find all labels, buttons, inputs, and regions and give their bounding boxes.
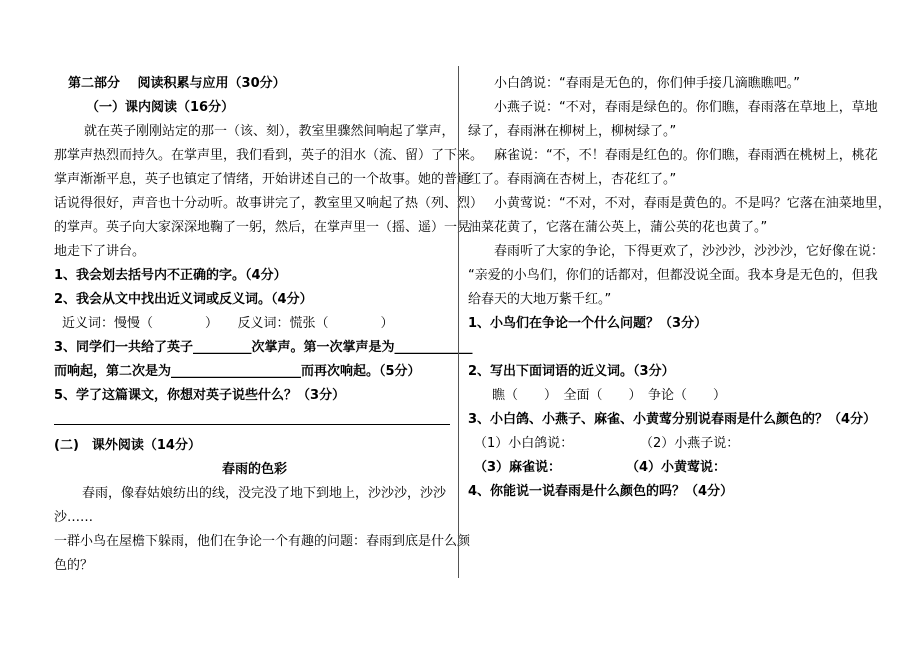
question-3-answer-2: （2）小燕子说： bbox=[640, 436, 740, 451]
story-paragraph-line: 一群小鸟在屋檐下躲雨，他们在争论一个有趣的问题：春雨到底是什么颜 bbox=[54, 534, 471, 549]
story-line: 麻雀说：“不，不！春雨是红色的。你们瞧，春雨洒在桃树上，桃花 bbox=[494, 148, 878, 163]
story-paragraph-line: 色的？ bbox=[54, 558, 94, 573]
question-2-words: 瞧（ ） 全面（ ） 争论（ ） bbox=[492, 388, 727, 403]
question-4: 4、你能说一说春雨是什么颜色的吗？（4分） bbox=[468, 484, 734, 499]
question-3-answer-4: （4）小黄莺说： bbox=[626, 460, 727, 475]
passage1-line: 话说得很好，声音也十分动听。故事讲完了，教室里又响起了热（列、烈） bbox=[54, 196, 484, 211]
story-title: 春雨的色彩 bbox=[222, 462, 288, 477]
column-divider bbox=[458, 66, 459, 578]
question-1: 1、小鸟们在争论一个什么问题？（3分） bbox=[468, 316, 708, 331]
question-3-line1: 3、同学们一共给了英子_________次掌声。第一次掌声是为____________ bbox=[54, 340, 473, 355]
story-line: 小黄莺说：“不对，不对，春雨是黄色的。不是吗？它落在油菜地里， bbox=[494, 196, 891, 211]
question-3-line2: 而响起，第二次是为____________________而再次响起。（5分） bbox=[54, 364, 421, 379]
passage1-line: 地走下了讲台。 bbox=[54, 244, 146, 259]
question-3: 3、小白鸽、小燕子、麻雀、小黄莺分别说春雨是什么颜色的？（4分） bbox=[468, 412, 877, 427]
story-paragraph-line: 春雨，像春姑娘纺出的线，没完没了地下到地上，沙沙沙，沙沙 bbox=[82, 486, 447, 501]
answer-line bbox=[54, 424, 450, 425]
question-2-words: 近义词：慢慢（ ） 反义词：慌张（ ） bbox=[62, 316, 394, 331]
story-line: 红了。春雨滴在杏树上，杏花红了。” bbox=[468, 172, 677, 187]
story-paragraph-line: 沙…… bbox=[54, 510, 94, 525]
part1-title: （一）课内阅读（16分） bbox=[86, 100, 235, 115]
question-2: 2、我会从文中找出近义词或反义词。（4分） bbox=[54, 292, 313, 307]
passage1-line: 掌声渐渐平息，英子也镇定了情绪，开始讲述自己的一个故事。她的普通 bbox=[54, 172, 471, 187]
passage1-line: 那掌声热烈而持久。在掌声里，我们看到，英子的泪水（流、留）了下来。 bbox=[54, 148, 484, 163]
question-5: 5、学了这篇课文，你想对英子说些什么？（3分） bbox=[54, 388, 346, 403]
question-2: 2、写出下面词语的近义词。（3分） bbox=[468, 364, 675, 379]
story-line: “亲爱的小鸟们，你们的话都对，但都没说全面。我本身是无色的，但我 bbox=[468, 268, 878, 283]
story-line: 绿了，春雨淋在柳树上，柳树绿了。” bbox=[468, 124, 677, 139]
passage1-line: 就在英子刚刚站定的那一（该、刻），教室里骤然间响起了掌声， bbox=[84, 124, 455, 139]
story-line: 小燕子说：“不对，春雨是绿色的。你们瞧，春雨落在草地上，草地 bbox=[494, 100, 878, 115]
question-3-answer-3: （3）麻雀说： bbox=[474, 460, 562, 475]
section-title: 第二部分 阅读积累与应用（30分） bbox=[68, 76, 286, 91]
question-1: 1、我会划去括号内不正确的字。（4分） bbox=[54, 268, 287, 283]
story-line: 小白鸽说：“春雨是无色的，你们伸手接几滴瞧瞧吧。” bbox=[494, 76, 800, 91]
part2-title: (二) 课外阅读（14分） bbox=[54, 438, 201, 453]
story-line: 给春天的大地万紫千红。” bbox=[468, 292, 612, 307]
story-line: 油菜花黄了，它落在蒲公英上，蒲公英的花也黄了。” bbox=[468, 220, 768, 235]
story-line: 春雨听了大家的争论，下得更欢了，沙沙沙，沙沙沙，它好像在说： bbox=[494, 244, 885, 259]
passage1-line: 的掌声。英子向大家深深地鞠了一躬，然后，在掌声里一（摇、遥）一晃 bbox=[54, 220, 471, 235]
question-3-answer-1: （1）小白鸽说： bbox=[474, 436, 574, 451]
